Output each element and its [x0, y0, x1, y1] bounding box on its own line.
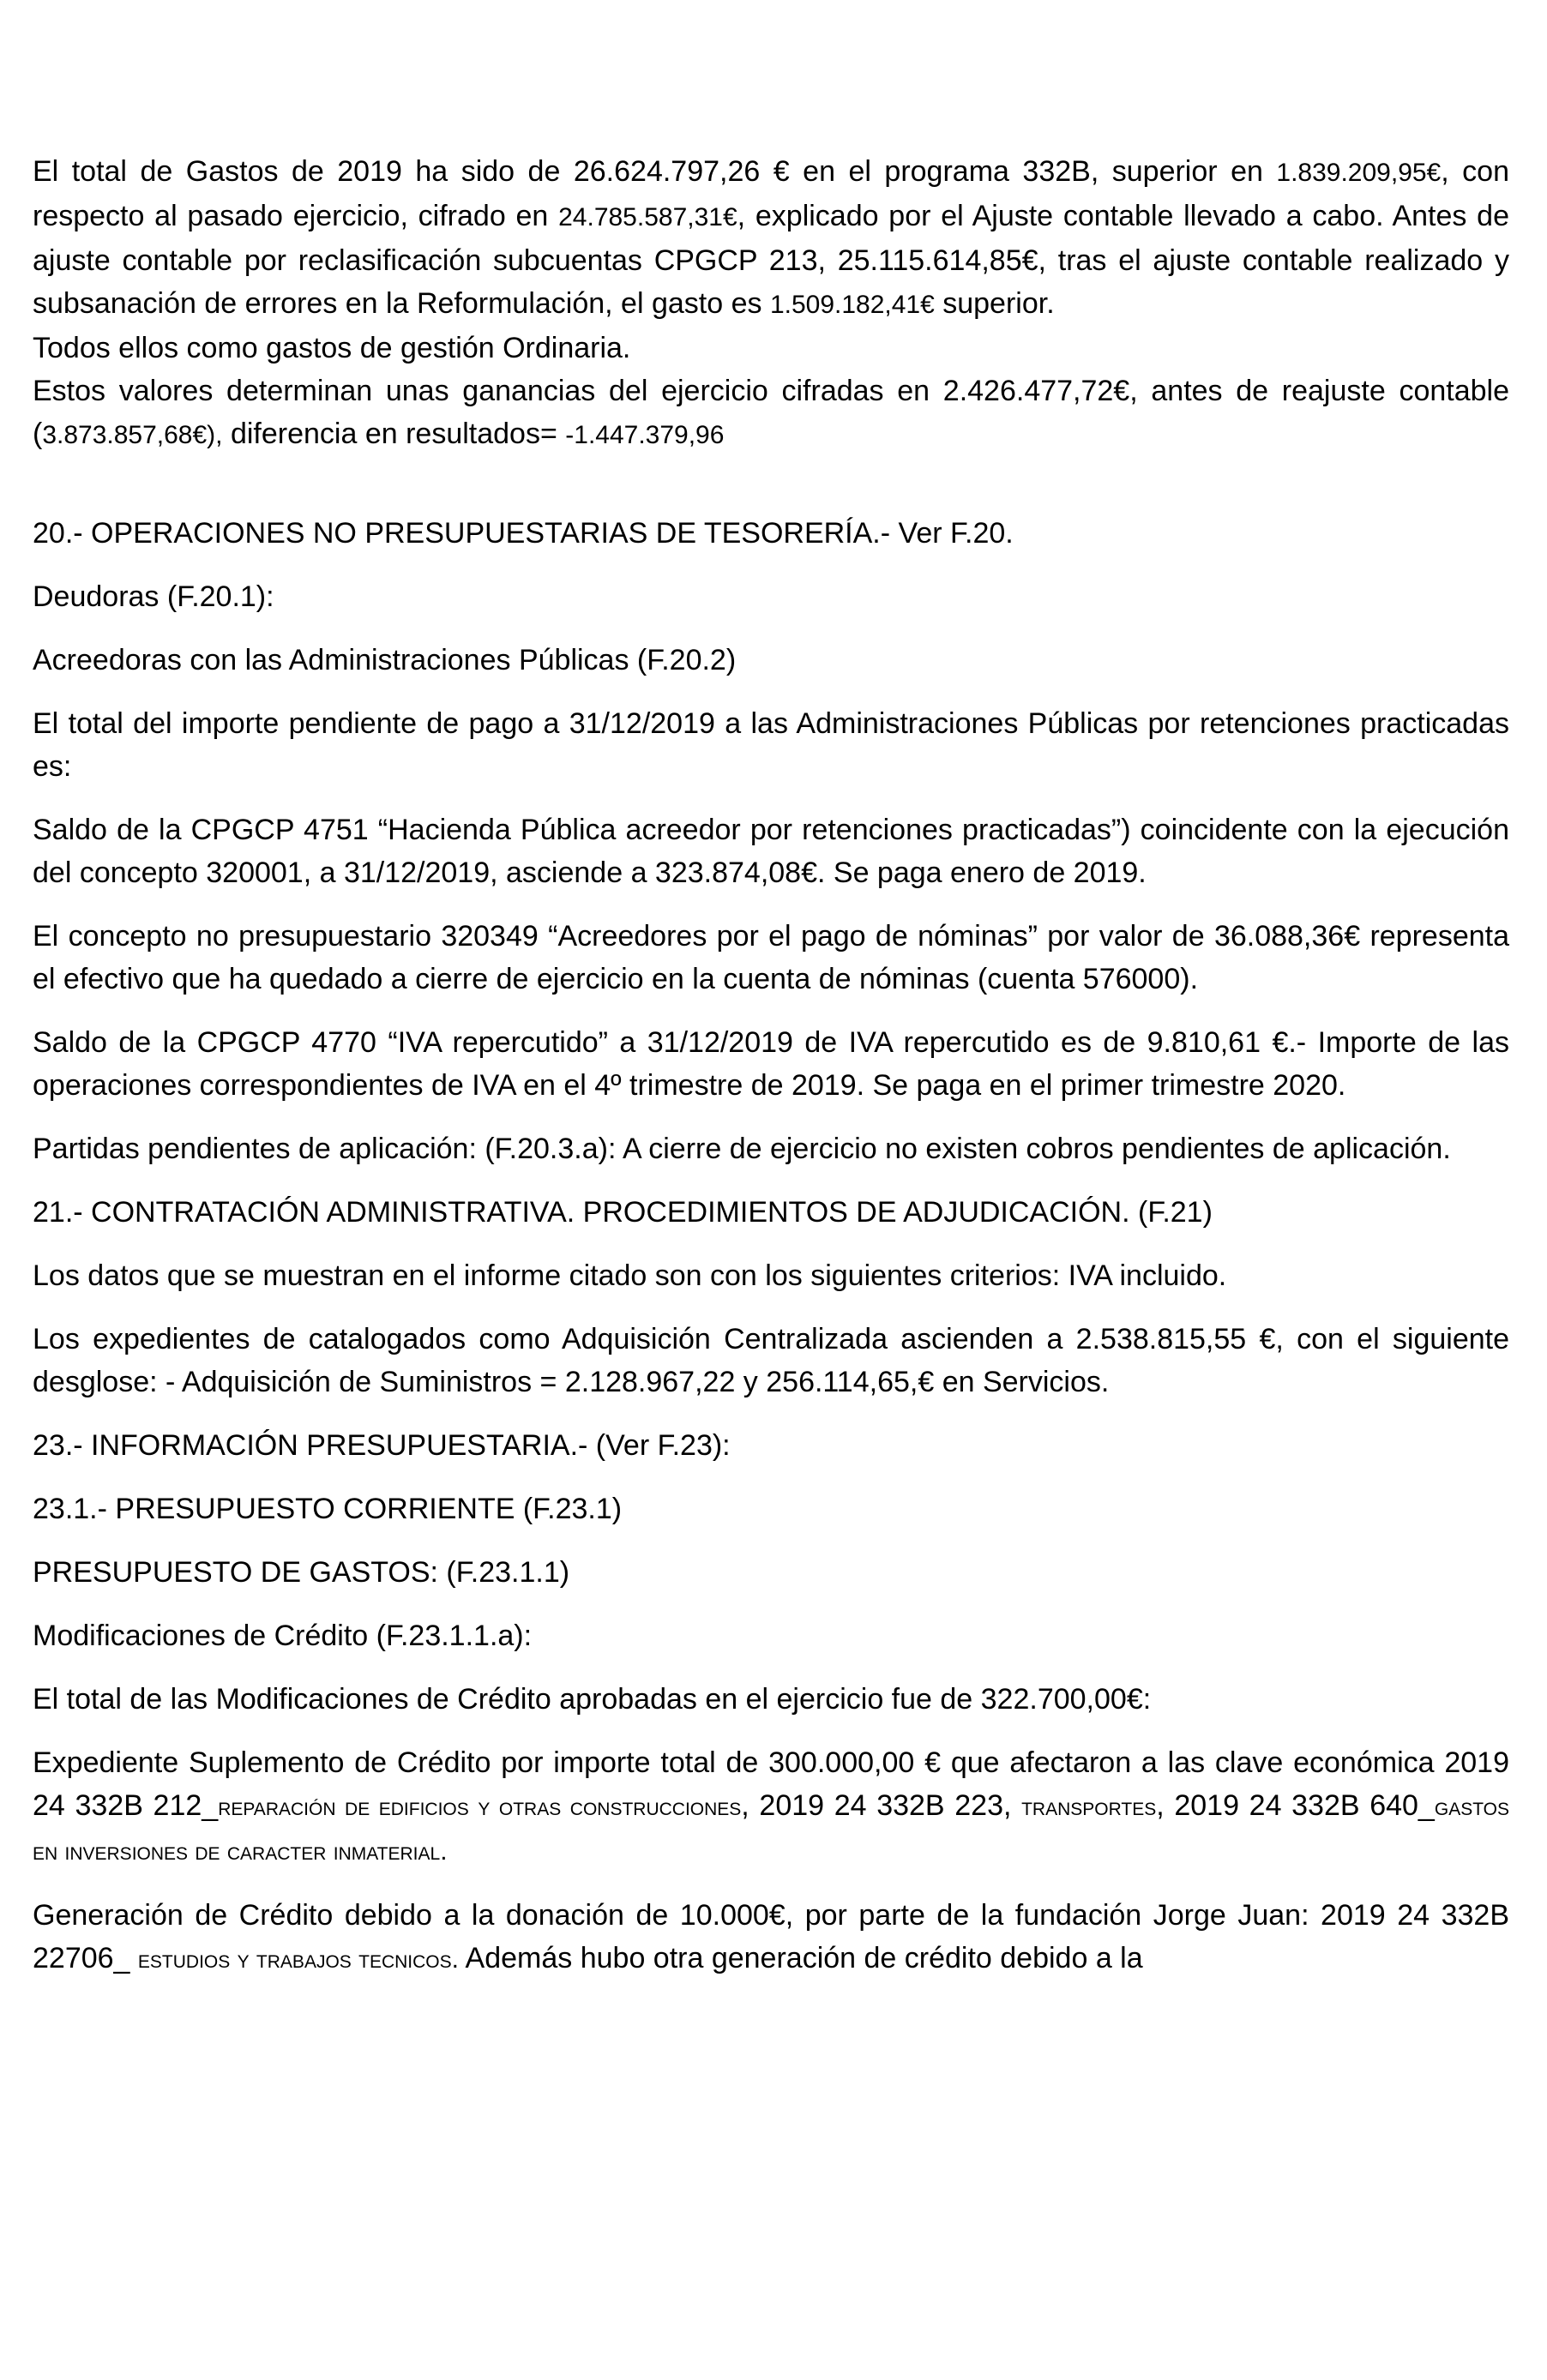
- text-run: diferencia en resultados=: [222, 418, 566, 450]
- section-20-total-paragraph: El total del importe pendiente de pago a 31/12/2019 a las Administraciones Públicas por retenciones practicadas es:: [33, 707, 1509, 783]
- section-20-deudoras: Deudoras (F.20.1):: [33, 580, 274, 613]
- section-23-1-1-a-heading: Modificaciones de Crédito (F.23.1.1.a):: [33, 1620, 533, 1652]
- intro-paragraph-ganancias: [33, 370, 1509, 457]
- section-23-expediente-paragraph: [33, 1741, 1509, 1873]
- section-21-expedientes-paragraph: Los expedientes de catalogados como Adquisición Centralizada ascienden a 2.538.815,55 €, con el siguiente desglose: - Adquisición de Suministros = 2.128.967,22 y 256.114,65,€ en Servicios.: [33, 1323, 1509, 1398]
- document-body: [33, 150, 1509, 1981]
- section-20-partidas-paragraph: Partidas pendientes de aplicación: (F.20.3.a): A cierre de ejercicio no existen cobros pendientes de aplicación.: [33, 1133, 1451, 1165]
- section-23-1-1-heading: PRESUPUESTO DE GASTOS: (F.23.1.1): [33, 1556, 570, 1589]
- small-caps-run: gastos en inversiones de caracter inmaterial.: [33, 1793, 1509, 1866]
- text-run: El total de Gastos de 2019 ha sido de 26.624.797,26 € en el programa 332B, superior en: [33, 155, 1277, 188]
- section-20-saldo-4770-paragraph: Saldo de la CPGCP 4770 “IVA repercutido” a 31/12/2019 de IVA repercutido es de 9.810,61 €.- Importe de las operaciones correspondientes de IVA en el 4º trimestre de 2019. Se paga en el primer trimestre 2020.: [33, 1026, 1509, 1102]
- text-run: Generación de Crédito debido a la donación de 10.000€, por parte de la fundación Jorge Juan: 2019 24 332B 22706_: [33, 1899, 1509, 1974]
- section-20-saldo-4751-paragraph: Saldo de la CPGCP 4751 “Hacienda Pública acreedor por retenciones practicadas”) coincidente con la ejecución del concepto 320001, a 31/12/2019, asciende a 323.874,08€. Se paga enero de 2019.: [33, 814, 1509, 889]
- section-21-datos-paragraph: Los datos que se muestran en el informe citado son con los siguientes criterios: IVA incluido.: [33, 1259, 1227, 1292]
- text-run: superior.: [934, 287, 1055, 320]
- section-20-heading: 20.- OPERACIONES NO PRESUPUESTARIAS DE TESORERÍA.- Ver F.20.: [33, 517, 1014, 550]
- intro-paragraph-gastos: [33, 150, 1509, 327]
- text-run: Expediente Suplemento de Crédito por importe total de 300.000,00 € que afectaron a las clave económica 2019 24 332B 212_: [33, 1746, 1509, 1822]
- small-caps-run: transportes: [1021, 1793, 1157, 1821]
- amount-diferencia: -1.447.379,96: [565, 421, 725, 449]
- section-23-generacion-paragraph: [33, 1894, 1509, 1981]
- text-run: , 2019 24 332B 640_: [1156, 1789, 1435, 1822]
- amount-antes-reajuste: 3.873.857,68€),: [42, 421, 223, 449]
- intro-paragraph-gestion: Todos ellos como gastos de gestión Ordinaria.: [33, 332, 631, 364]
- text-run: , 2019 24 332B 223,: [741, 1789, 1022, 1822]
- small-caps-run: estudios y trabajos tecnicos.: [137, 1945, 459, 1974]
- amount-pasado-ejercicio: 24.785.587,31€: [558, 203, 737, 231]
- amount-gasto-superior: 1.509.182,41€: [769, 291, 935, 319]
- text-run: , con respecto al pasado ejercicio, cifrado en: [33, 155, 1509, 232]
- text-run: , explicado por el Ajuste contable llevado a cabo. Antes de ajuste contable por reclasificación subcuentas CPGCP 213, 25.115.614,85€, tras el ajuste contable realizado y subsanación de errores en la Reformulación, el gasto es: [33, 200, 1510, 320]
- text-run: Además hubo otra generación de crédito debido a la: [458, 1942, 1143, 1974]
- section-20-acreedoras: Acreedoras con las Administraciones Públicas (F.20.2): [33, 644, 737, 676]
- small-caps-run: reparación de edificios y otras construcciones: [218, 1793, 742, 1821]
- section-23-1-heading: 23.1.- PRESUPUESTO CORRIENTE (F.23.1): [33, 1493, 623, 1525]
- text-run: Estos valores determinan unas ganancias del ejercicio cifradas en 2.426.477,72€, antes de reajuste contable (: [33, 375, 1509, 450]
- section-23-total-modificaciones-paragraph: El total de las Modificaciones de Crédito aprobadas en el ejercicio fue de 322.700,00€:: [33, 1683, 1152, 1716]
- section-21-heading: 21.- CONTRATACIÓN ADMINISTRATIVA. PROCEDIMIENTOS DE ADJUDICACIÓN. (F.21): [33, 1196, 1213, 1229]
- section-23-heading: 23.- INFORMACIÓN PRESUPUESTARIA.- (Ver F.23):: [33, 1429, 731, 1462]
- amount-superior: 1.839.209,95€: [1276, 159, 1442, 187]
- section-20-concepto-paragraph: El concepto no presupuestario 320349 “Acreedores por el pago de nóminas” por valor de 36.088,36€ representa el efectivo que ha quedado a cierre de ejercicio en la cuenta de nóminas (cuenta 576000).: [33, 920, 1509, 995]
